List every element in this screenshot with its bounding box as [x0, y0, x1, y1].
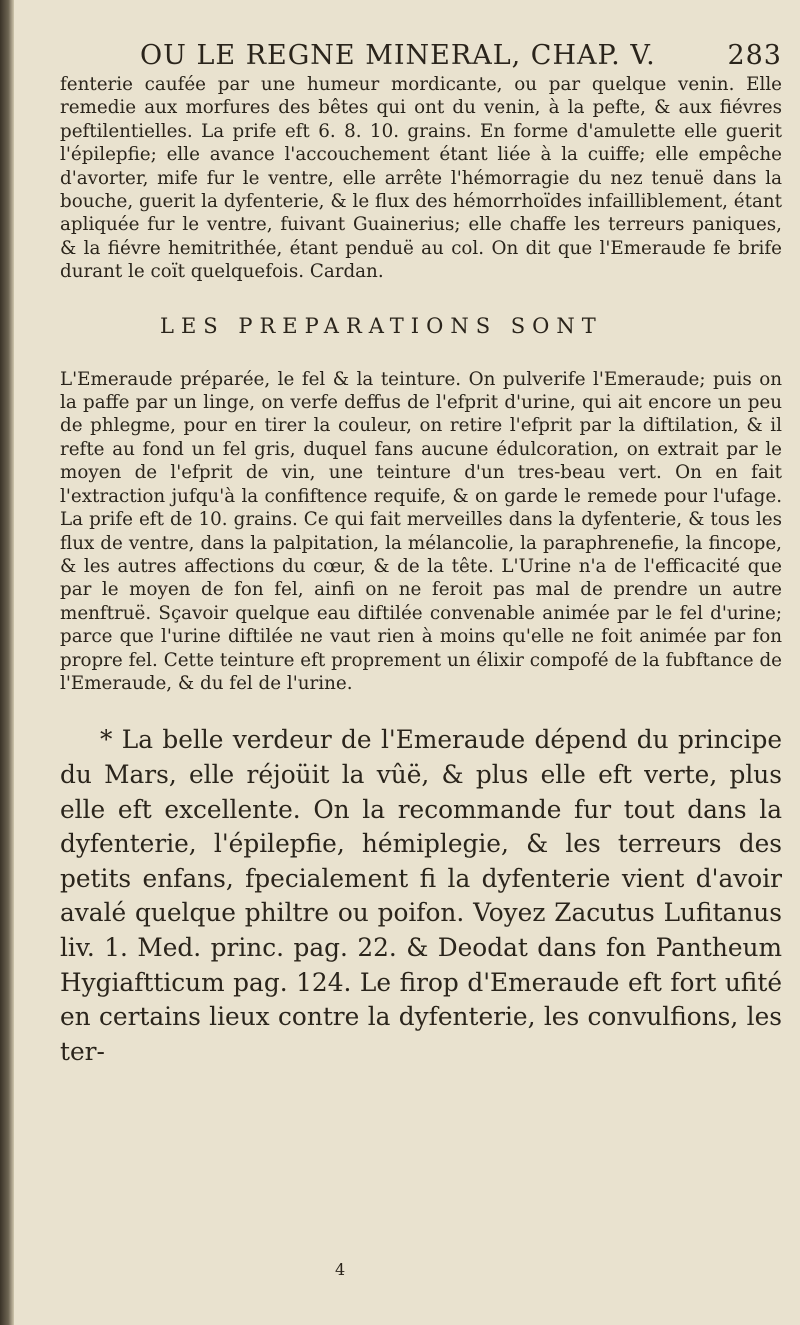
book-page [60, 40, 782, 1069]
paragraph-1: fenterie caufée par une humeur mordicante, ou par quelque venin. Elle remedie aux morfures des bêtes qui ont du venin, à la pefte, & aux fiévres peftilentielles. La prife eft 6. 8. 10. grains. En forme d'amulette elle guerit l'épilepfie; elle avance l'accouchement étant liée à la cuiffe; elle empêche d'avorter, mife fur le ventre, elle arrête l'hémorragie du nez tenuë dans la bouche, guerit la dyfenterie, & le flux des hémorrhoïdes infailliblement, étant apliquée fur le ventre, fuivant Guainerius; elle chaffe les terreurs paniques, & la fiévre hemitrithée, étant penduë au col. On dit que l'Emeraude fe brife durant le coït quelquefois. Cardan. [60, 74, 782, 283]
page-number: 283 [727, 40, 782, 71]
section-heading: LES PREPARATIONS SONT [160, 313, 603, 338]
book-spine-shadow [0, 0, 14, 1325]
signature-mark: 4 [335, 1260, 346, 1279]
running-header [140, 40, 782, 71]
paragraph-2: L'Emeraude préparée, le fel & la teinture. On pulverife l'Emeraude; puis on la paffe par un linge, on verfe deffus de l'efprit d'urine, qui ait encore un peu de phlegme, pour en tirer la couleur, on retire l'efprit par la diftilation, & il refte au fond un fel gris, duquel fans aucune édulcoration, on extrait par le moyen de l'efprit de vin, une teinture d'un tres-beau vert. On en fait l'extraction jufqu'à la confiftence requife, & on garde le remede pour l'ufage. La prife eft de 10. grains. Ce qui fait merveilles dans la dyfenterie, & tous les flux de ventre, dans la palpitation, la mélancolie, la paraphrenefie, la fincope, & les autres affections du cœur, & de la tête. L'Urine n'a de l'efficacité que par le moyen de fon fel, ainfi on ne feroit pas mal de prendre un autre menftruë. Sçavoir quelque eau diftilée convenable animée par le fel d'urine; parce que l'urine diftilée ne vaut rien à moins qu'elle ne foit animée par fon propre fel. Cette teinture eft proprement un élixir compofé de la fubftance de l'Emeraude, & du fel de l'urine. [60, 368, 782, 694]
paragraph-3: * La belle verdeur de l'Emeraude dépend du principe du Mars, elle réjoüit la vûë, & plus elle eft verte, plus elle eft excellente. On la recommande fur tout dans la dyfenterie, l'épilepfie, hémiplegie, & les terreurs des petits enfans, fpecialement fi la dyfenterie vient d'avoir avalé quelque philtre ou poifon. Voyez Zacutus Lufitanus liv. 1. Med. princ. pag. 22. & Deodat dans fon Pantheum Hygiaftticum pag. 124. Le firop d'Emeraude eft fort ufité en certains lieux contre la dyfenterie, les convulfions, les ter- [60, 725, 782, 1066]
running-title: OU LE REGNE MINERAL, CHAP. V. [140, 40, 656, 71]
